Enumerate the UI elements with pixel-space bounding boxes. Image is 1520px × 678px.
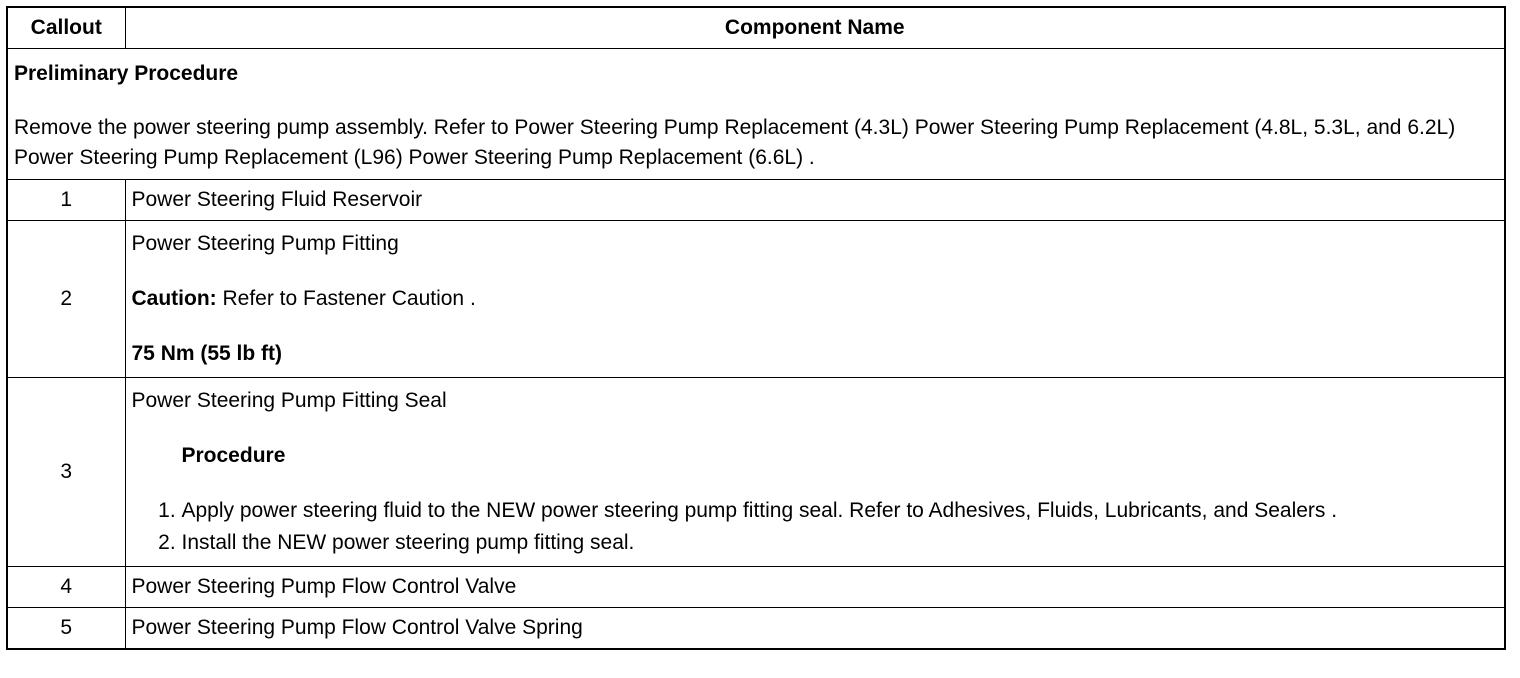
procedure-step: 1. Apply power steering fluid to the NEW power steering pump fitting seal. Refer to Adhesives, Fluids, Lubricants, and Sealers . (182, 496, 1499, 526)
table-header-row (7, 7, 1505, 49)
table-row (7, 180, 1505, 221)
callout-number: 2 (7, 221, 125, 378)
component-name: Power Steering Fluid Reservoir (125, 180, 1505, 221)
table-row (7, 378, 1505, 567)
component-table (6, 6, 1506, 650)
preliminary-text: Remove the power steering pump assembly. Refer to Power Steering Pump Replacement (4.3L) Power Steering Pump Replacement (4.8L, 5.3L, and 6.2L) Power Steering Pump Replacement (L96) Power Steering Pump Replacement (6.6L) . (14, 116, 1456, 169)
table-row (7, 221, 1505, 378)
callout-number: 3 (7, 378, 125, 567)
callout-number: 4 (7, 567, 125, 608)
component-name: Power Steering Pump Flow Control Valve (125, 567, 1505, 608)
component-name: Power Steering Pump Fitting (131, 232, 399, 255)
callout-number: 1 (7, 180, 125, 221)
preliminary-row (7, 49, 1505, 180)
preliminary-title: Preliminary Procedure (14, 62, 239, 85)
procedure-title: Procedure (181, 444, 286, 467)
preliminary-cell (7, 49, 1505, 180)
component-cell (125, 378, 1505, 567)
component-name: Power Steering Pump Fitting Seal (131, 389, 447, 412)
caution-note (132, 284, 1499, 314)
header-callout: Callout (7, 7, 125, 49)
caution-text: Refer to Fastener Caution . (216, 287, 476, 310)
caution-label: Caution: (131, 287, 217, 310)
header-component-name: Component Name (125, 7, 1505, 49)
torque-spec: 75 Nm (55 lb ft) (131, 342, 283, 365)
procedure-step: 2. Install the NEW power steering pump fitting seal. (182, 528, 1499, 558)
component-name: Power Steering Pump Flow Control Valve Spring (125, 608, 1505, 650)
table-row (7, 608, 1505, 650)
component-table-container (6, 6, 1506, 650)
callout-number: 5 (7, 608, 125, 650)
procedure-steps (132, 496, 1499, 558)
component-cell (125, 221, 1505, 378)
table-row (7, 567, 1505, 608)
